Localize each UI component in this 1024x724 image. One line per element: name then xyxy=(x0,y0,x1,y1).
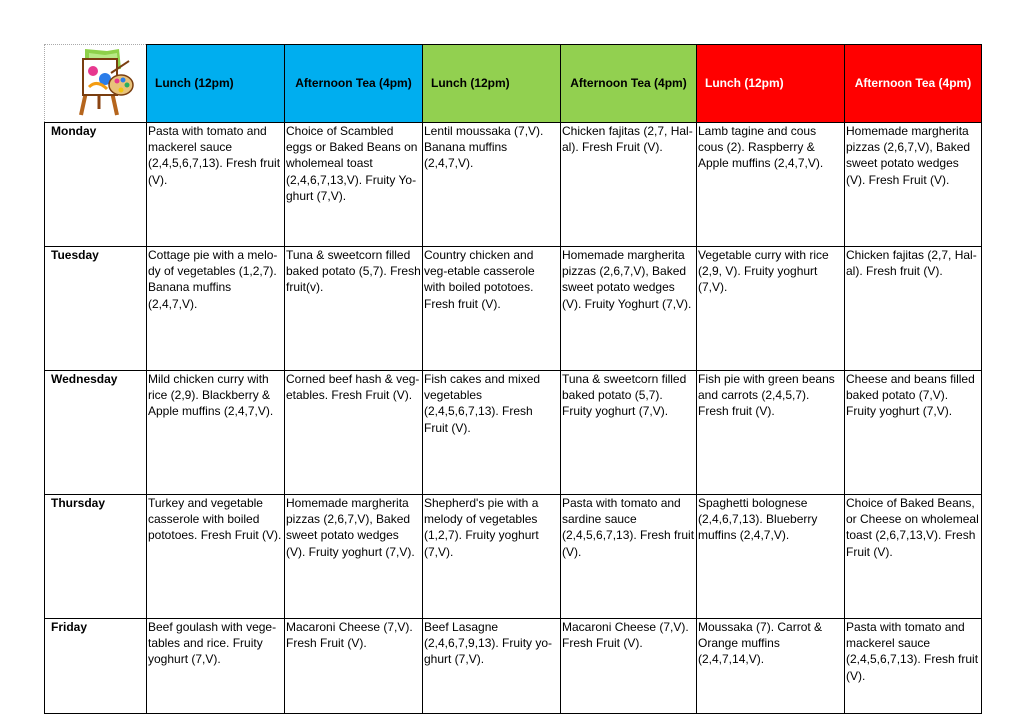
menu-cell: Corned beef hash & veg-etables. Fresh Fruit (V). xyxy=(285,371,423,495)
menu-cell: Chicken fajitas (2,7, Hal-al). Fresh Fruit (V). xyxy=(561,123,697,247)
col-header-5: Lunch (12pm) xyxy=(697,45,845,123)
menu-cell: Vegetable curry with rice (2,9, V). Fruity yoghurt (7,V). xyxy=(697,247,845,371)
header-row xyxy=(45,45,982,123)
day-label: Tuesday xyxy=(45,247,147,371)
col-header-2: Afternoon Tea (4pm) xyxy=(285,45,423,123)
col-header-1: Lunch (12pm) xyxy=(147,45,285,123)
row-friday xyxy=(45,619,982,714)
col-header-4: Afternoon Tea (4pm) xyxy=(561,45,697,123)
row-wednesday xyxy=(45,371,982,495)
day-label: Wednesday xyxy=(45,371,147,495)
col-header-3: Lunch (12pm) xyxy=(423,45,561,123)
menu-cell: Spaghetti bolognese (2,4,6,7,13). Blueberry muffins (2,4,7,V). xyxy=(697,495,845,619)
menu-cell: Cheese and beans filled baked potato (7,V). Fruity yoghurt (7,V). xyxy=(845,371,982,495)
menu-cell: Mild chicken curry with rice (2,9). Blackberry & Apple muffins (2,4,7,V). xyxy=(147,371,285,495)
painting-easel-icon xyxy=(77,49,135,117)
day-label: Thursday xyxy=(45,495,147,619)
menu-cell: Shepherd's pie with a melody of vegetables (1,2,7). Fruity yoghurt (7,V). xyxy=(423,495,561,619)
menu-cell: Pasta with tomato and sardine sauce (2,4,5,6,7,13). Fresh fruit (V). xyxy=(561,495,697,619)
menu-cell: Homemade margherita pizzas (2,6,7,V), Baked sweet potato wedges (V). Fruity yoghurt (7,V). xyxy=(285,495,423,619)
row-monday xyxy=(45,123,982,247)
logo-cell xyxy=(45,45,147,123)
menu-cell: Cottage pie with a melo-dy of vegetables (1,2,7). Banana muffins (2,4,7,V). xyxy=(147,247,285,371)
menu-cell: Choice of Baked Beans, or Cheese on wholemeal toast (2,6,7,13,V). Fresh Fruit (V). xyxy=(845,495,982,619)
menu-cell: Homemade margherita pizzas (2,6,7,V), Baked sweet potato wedges (V). Fruity Yoghurt (7,V). xyxy=(561,247,697,371)
menu-cell: Turkey and vegetable casserole with boiled pototoes. Fresh Fruit (V). xyxy=(147,495,285,619)
menu-cell: Tuna & sweetcorn filled baked potato (5,7). Fruity yoghurt (7,V). xyxy=(561,371,697,495)
menu-cell: Fish pie with green beans and carrots (2,4,5,7). Fresh fruit (V). xyxy=(697,371,845,495)
menu-cell: Lamb tagine and cous cous (2). Raspberry & Apple muffins (2,4,7,V). xyxy=(697,123,845,247)
weekly-menu-table xyxy=(44,44,982,714)
menu-cell: Beef goulash with vege-tables and rice. Fruity yoghurt (7,V). xyxy=(147,619,285,714)
menu-cell: Choice of Scambled eggs or Baked Beans on wholemeal toast (2,4,6,7,13,V). Fruity Yo-ghurt (7,V). xyxy=(285,123,423,247)
day-label: Friday xyxy=(45,619,147,714)
menu-cell: Homemade margherita pizzas (2,6,7,V), Baked sweet potato wedges (V). Fresh Fruit (V). xyxy=(845,123,982,247)
menu-cell: Macaroni Cheese (7,V). Fresh Fruit (V). xyxy=(285,619,423,714)
day-label: Monday xyxy=(45,123,147,247)
menu-cell: Tuna & sweetcorn filled baked potato (5,7). Fresh fruit(v). xyxy=(285,247,423,371)
menu-cell: Macaroni Cheese (7,V). Fresh Fruit (V). xyxy=(561,619,697,714)
menu-cell: Country chicken and veg-etable casserole with boiled pototoes. Fresh fruit (V). xyxy=(423,247,561,371)
row-thursday xyxy=(45,495,982,619)
menu-cell: Lentil moussaka (7,V). Banana muffins (2,4,7,V). xyxy=(423,123,561,247)
menu-cell: Fish cakes and mixed vegetables (2,4,5,6,7,13). Fresh Fruit (V). xyxy=(423,371,561,495)
menu-cell: Pasta with tomato and mackerel sauce (2,4,5,6,7,13). Fresh fruit (V). xyxy=(147,123,285,247)
menu-cell: Beef Lasagne (2,4,6,7,9,13). Fruity yo-ghurt (7,V). xyxy=(423,619,561,714)
row-tuesday xyxy=(45,247,982,371)
menu-cell: Moussaka (7). Carrot & Orange muffins (2,4,7,14,V). xyxy=(697,619,845,714)
menu-cell: Chicken fajitas (2,7, Hal-al). Fresh fruit (V). xyxy=(845,247,982,371)
menu-cell: Pasta with tomato and mackerel sauce (2,4,5,6,7,13). Fresh fruit (V). xyxy=(845,619,982,714)
col-header-6: Afternoon Tea (4pm) xyxy=(845,45,982,123)
